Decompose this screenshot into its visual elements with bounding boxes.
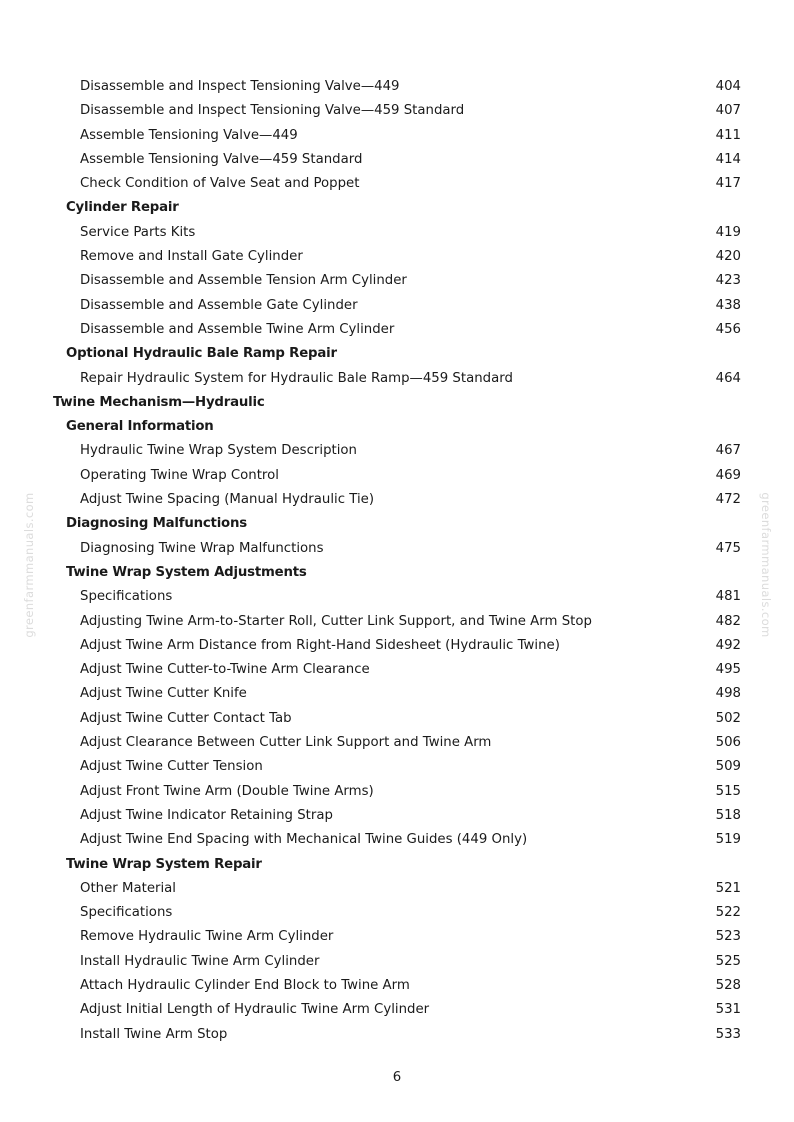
toc-entry-title: Specifications bbox=[80, 905, 173, 921]
toc-entry-title: Disassemble and Inspect Tensioning Valve—459 Standard bbox=[80, 103, 465, 119]
toc-entry-page-number: 407 bbox=[715, 103, 741, 119]
toc-entry[interactable] bbox=[0, 804, 794, 828]
toc-entry[interactable] bbox=[0, 221, 794, 245]
toc-entry-title: Adjust Twine Cutter Tension bbox=[80, 759, 263, 775]
watermark-left: greenfarmmanuals.com bbox=[22, 492, 36, 638]
toc-entry-title: Disassemble and Assemble Tension Arm Cylinder bbox=[80, 273, 407, 289]
toc-entry[interactable] bbox=[0, 658, 794, 682]
toc-entry-page-number: 498 bbox=[715, 686, 741, 702]
page-number: 6 bbox=[392, 1070, 402, 1085]
toc-entry[interactable] bbox=[0, 585, 794, 609]
toc-entry[interactable] bbox=[0, 610, 794, 634]
toc-entry-title: Twine Wrap System Adjustments bbox=[66, 564, 307, 580]
toc-entry-title: Remove Hydraulic Twine Arm Cylinder bbox=[80, 929, 334, 945]
toc-entry-page-number: 420 bbox=[715, 249, 741, 265]
toc-entry-title: Adjust Front Twine Arm (Double Twine Arms) bbox=[80, 783, 374, 799]
toc-entry-page-number: 525 bbox=[715, 953, 741, 969]
toc-section-heading bbox=[0, 561, 794, 585]
toc-entry-title: Twine Mechanism—Hydraulic bbox=[53, 394, 265, 410]
toc-entry[interactable] bbox=[0, 124, 794, 148]
toc-entry[interactable] bbox=[0, 950, 794, 974]
toc-entry[interactable] bbox=[0, 172, 794, 196]
toc-entry-title: Install Hydraulic Twine Arm Cylinder bbox=[80, 953, 320, 969]
toc-section-heading bbox=[0, 342, 794, 366]
toc-entry[interactable] bbox=[0, 148, 794, 172]
toc-entry[interactable] bbox=[0, 707, 794, 731]
toc-entry[interactable] bbox=[0, 634, 794, 658]
toc-entry-title: Service Parts Kits bbox=[80, 224, 196, 240]
toc-section-heading bbox=[0, 391, 794, 415]
toc-entry-title: Disassemble and Assemble Gate Cylinder bbox=[80, 297, 358, 313]
toc-entry[interactable] bbox=[0, 464, 794, 488]
toc-entry[interactable] bbox=[0, 731, 794, 755]
toc-entry[interactable] bbox=[0, 245, 794, 269]
toc-entry-page-number: 481 bbox=[715, 589, 741, 605]
toc-entry-title: Adjust Initial Length of Hydraulic Twine Arm Cylinder bbox=[80, 1002, 430, 1018]
toc-entry[interactable] bbox=[0, 294, 794, 318]
toc-entry-page-number: 469 bbox=[715, 467, 741, 483]
toc-entry-title: Attach Hydraulic Cylinder End Block to Twine Arm bbox=[80, 977, 410, 993]
toc-entry-title: Adjust Twine End Spacing with Mechanical Twine Guides (449 Only) bbox=[80, 832, 528, 848]
toc-entry-page-number: 475 bbox=[715, 540, 741, 556]
toc-entry-title: Adjust Twine Arm Distance from Right-Hand Sidesheet (Hydraulic Twine) bbox=[80, 637, 560, 653]
toc-entry[interactable] bbox=[0, 1023, 794, 1047]
toc-entry[interactable] bbox=[0, 901, 794, 925]
toc-entry[interactable] bbox=[0, 488, 794, 512]
toc-entry[interactable] bbox=[0, 537, 794, 561]
toc-entry-title: Adjust Twine Cutter-to-Twine Arm Clearance bbox=[80, 662, 370, 678]
toc-entry-title: Disassemble and Inspect Tensioning Valve—449 bbox=[80, 79, 400, 94]
toc-entry[interactable] bbox=[0, 269, 794, 293]
toc-entry[interactable] bbox=[0, 974, 794, 998]
toc-entry-page-number: 531 bbox=[715, 1002, 741, 1018]
toc-entry-title: Twine Wrap System Repair bbox=[66, 856, 262, 872]
toc-entry-title: Install Twine Arm Stop bbox=[80, 1026, 228, 1042]
toc-entry-page-number: 515 bbox=[715, 783, 741, 799]
toc-entry[interactable] bbox=[0, 998, 794, 1022]
toc-entry[interactable] bbox=[0, 439, 794, 463]
toc-entry-page-number: 506 bbox=[715, 735, 741, 751]
toc-entry-title: Adjusting Twine Arm-to-Starter Roll, Cutter Link Support, and Twine Arm Stop bbox=[80, 613, 592, 629]
toc-entry-title: Repair Hydraulic System for Hydraulic Bale Ramp—459 Standard bbox=[80, 370, 513, 386]
table-of-contents bbox=[0, 75, 794, 1047]
toc-section-heading bbox=[0, 415, 794, 439]
toc-entry-title: Adjust Clearance Between Cutter Link Support and Twine Arm bbox=[80, 735, 492, 751]
toc-entry-page-number: 528 bbox=[715, 977, 741, 993]
toc-entry-title: Assemble Tensioning Valve—449 bbox=[80, 127, 298, 143]
toc-entry[interactable] bbox=[0, 99, 794, 123]
toc-entry[interactable] bbox=[0, 828, 794, 852]
toc-entry-page-number: 414 bbox=[715, 151, 741, 167]
toc-entry-page-number: 464 bbox=[715, 370, 741, 386]
toc-entry[interactable] bbox=[0, 925, 794, 949]
toc-entry-page-number: 518 bbox=[715, 807, 741, 823]
toc-entry-page-number: 404 bbox=[715, 79, 741, 94]
toc-entry-page-number: 411 bbox=[715, 127, 741, 143]
toc-entry-title: Assemble Tensioning Valve—459 Standard bbox=[80, 151, 363, 167]
toc-entry-title: Cylinder Repair bbox=[66, 200, 179, 216]
toc-entry-page-number: 521 bbox=[715, 880, 741, 896]
toc-entry-page-number: 509 bbox=[715, 759, 741, 775]
toc-entry-page-number: 523 bbox=[715, 929, 741, 945]
toc-entry-title: Other Material bbox=[80, 880, 176, 896]
toc-entry-title: Adjust Twine Spacing (Manual Hydraulic Tie) bbox=[80, 492, 375, 508]
toc-entry[interactable] bbox=[0, 318, 794, 342]
toc-entry[interactable] bbox=[0, 682, 794, 706]
toc-entry[interactable] bbox=[0, 877, 794, 901]
toc-entry-page-number: 519 bbox=[715, 832, 741, 848]
toc-entry-title: Operating Twine Wrap Control bbox=[80, 467, 279, 483]
toc-entry[interactable] bbox=[0, 755, 794, 779]
toc-entry-title: Hydraulic Twine Wrap System Description bbox=[80, 443, 357, 459]
toc-entry-page-number: 522 bbox=[715, 905, 741, 921]
toc-entry-title: Check Condition of Valve Seat and Poppet bbox=[80, 176, 360, 192]
toc-entry[interactable] bbox=[0, 780, 794, 804]
toc-entry-title: Adjust Twine Indicator Retaining Strap bbox=[80, 807, 333, 823]
toc-entry-page-number: 492 bbox=[715, 637, 741, 653]
toc-entry-page-number: 495 bbox=[715, 662, 741, 678]
toc-entry-title: Diagnosing Twine Wrap Malfunctions bbox=[80, 540, 324, 556]
watermark-right: greenfarmmanuals.com bbox=[759, 492, 773, 638]
toc-entry-page-number: 423 bbox=[715, 273, 741, 289]
toc-entry[interactable] bbox=[0, 367, 794, 391]
toc-entry-title: Adjust Twine Cutter Contact Tab bbox=[80, 710, 292, 726]
toc-entry-title: Remove and Install Gate Cylinder bbox=[80, 249, 303, 265]
toc-entry-title: Disassemble and Assemble Twine Arm Cylinder bbox=[80, 321, 395, 337]
toc-section-heading bbox=[0, 853, 794, 877]
toc-entry-page-number: 482 bbox=[715, 613, 741, 629]
toc-entry-page-number: 472 bbox=[715, 492, 741, 508]
toc-section-heading bbox=[0, 196, 794, 220]
toc-entry-page-number: 533 bbox=[715, 1026, 741, 1042]
toc-entry-title: Optional Hydraulic Bale Ramp Repair bbox=[66, 346, 337, 362]
toc-entry-title: Specifications bbox=[80, 589, 173, 605]
toc-entry-page-number: 502 bbox=[715, 710, 741, 726]
toc-entry-page-number: 419 bbox=[715, 224, 741, 240]
toc-entry-page-number: 438 bbox=[715, 297, 741, 313]
toc-entry-page-number: 456 bbox=[715, 321, 741, 337]
toc-entry[interactable] bbox=[0, 75, 794, 99]
toc-entry-title: Diagnosing Malfunctions bbox=[66, 516, 247, 532]
toc-entry-title: General Information bbox=[66, 419, 214, 435]
toc-entry-page-number: 417 bbox=[715, 176, 741, 192]
toc-entry-page-number: 467 bbox=[715, 443, 741, 459]
toc-section-heading bbox=[0, 512, 794, 536]
toc-entry-title: Adjust Twine Cutter Knife bbox=[80, 686, 247, 702]
